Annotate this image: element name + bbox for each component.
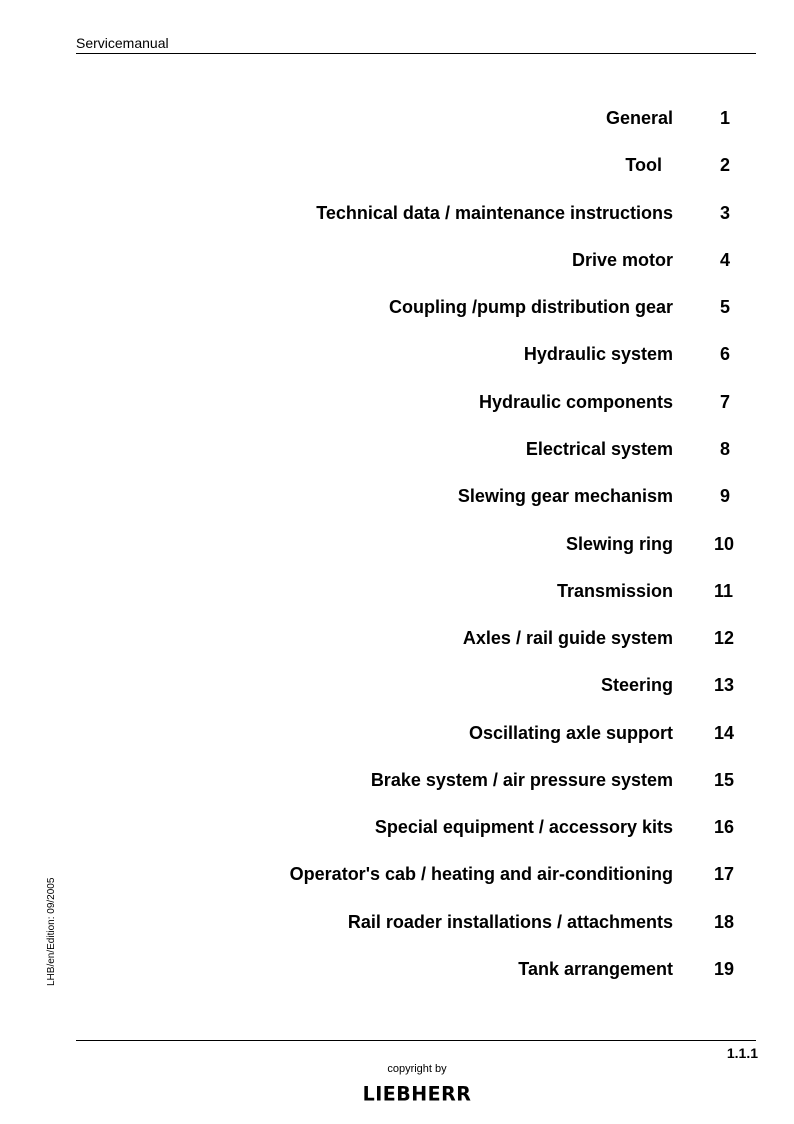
edition-note: LHB/en/Edition: 09/2005 [46, 877, 57, 986]
toc-row[interactable] [0, 864, 794, 888]
toc-number: 12 [714, 628, 735, 648]
toc-number: 19 [714, 959, 735, 979]
toc-title: Special equipment / accessory kits [374, 817, 673, 837]
toc-row[interactable] [0, 770, 794, 794]
toc-title: Steering [600, 675, 673, 695]
toc-number: 6 [720, 344, 731, 364]
toc-number: 10 [714, 534, 735, 554]
toc-row[interactable] [0, 108, 794, 132]
toc-number: 14 [714, 723, 735, 743]
toc-title: Coupling /pump distribution gear [389, 297, 673, 317]
toc-number: 9 [720, 486, 731, 506]
toc-number: 3 [720, 203, 731, 223]
toc-row[interactable] [0, 155, 794, 179]
toc-row[interactable] [0, 344, 794, 368]
toc-title: Drive motor [571, 250, 673, 270]
toc-number: 16 [714, 817, 735, 837]
toc-row[interactable] [0, 959, 794, 983]
toc-row[interactable] [0, 723, 794, 747]
toc-title: Oscillating axle support [468, 723, 673, 743]
toc-row[interactable] [0, 534, 794, 558]
toc-row[interactable] [0, 486, 794, 510]
toc-number: 4 [720, 250, 731, 270]
toc-row[interactable] [0, 581, 794, 605]
page-number: 1.1.1 [726, 1045, 758, 1061]
toc-row[interactable] [0, 250, 794, 274]
toc-title: General [605, 108, 673, 128]
toc-number: 7 [720, 392, 731, 412]
header-divider [76, 53, 756, 54]
toc-number: 15 [714, 770, 735, 790]
toc-title: Technical data / maintenance instructions [316, 203, 673, 223]
toc-title: Tank arrangement [518, 959, 673, 979]
copyright-text: copyright by [387, 1063, 447, 1075]
liebherr-logo: LIEBHERR [362, 1082, 472, 1106]
toc-title: Brake system / air pressure system [370, 770, 673, 790]
toc-row[interactable] [0, 203, 794, 227]
toc-number: 17 [714, 864, 735, 884]
toc-row[interactable] [0, 392, 794, 416]
toc-number: 11 [714, 581, 734, 601]
toc-title: Slewing gear mechanism [457, 486, 673, 506]
toc-number: 18 [714, 912, 735, 932]
header-title: Servicemanual [76, 35, 169, 51]
toc-title: Hydraulic system [523, 344, 673, 364]
toc-title: Axles / rail guide system [462, 628, 673, 648]
toc-row[interactable] [0, 817, 794, 841]
toc-number: 8 [720, 439, 731, 459]
toc-title: Slewing ring [565, 534, 673, 554]
toc-number: 1 [720, 108, 731, 128]
toc-title: Electrical system [525, 439, 673, 459]
toc-title: Hydraulic components [478, 392, 673, 412]
toc-number: 13 [714, 675, 735, 695]
toc-row[interactable] [0, 628, 794, 652]
toc-number: 5 [720, 297, 731, 317]
toc-title: Operator's cab / heating and air-conditioning [289, 864, 673, 884]
toc-title: Rail roader installations / attachments [347, 912, 673, 932]
toc-number: 2 [720, 155, 731, 175]
toc-row[interactable] [0, 675, 794, 699]
toc-row[interactable] [0, 439, 794, 463]
toc-title: Transmission [556, 581, 673, 601]
toc-row[interactable] [0, 912, 794, 936]
toc-row[interactable] [0, 297, 794, 321]
toc-title: Tool [625, 155, 662, 175]
footer-divider [76, 1040, 756, 1041]
